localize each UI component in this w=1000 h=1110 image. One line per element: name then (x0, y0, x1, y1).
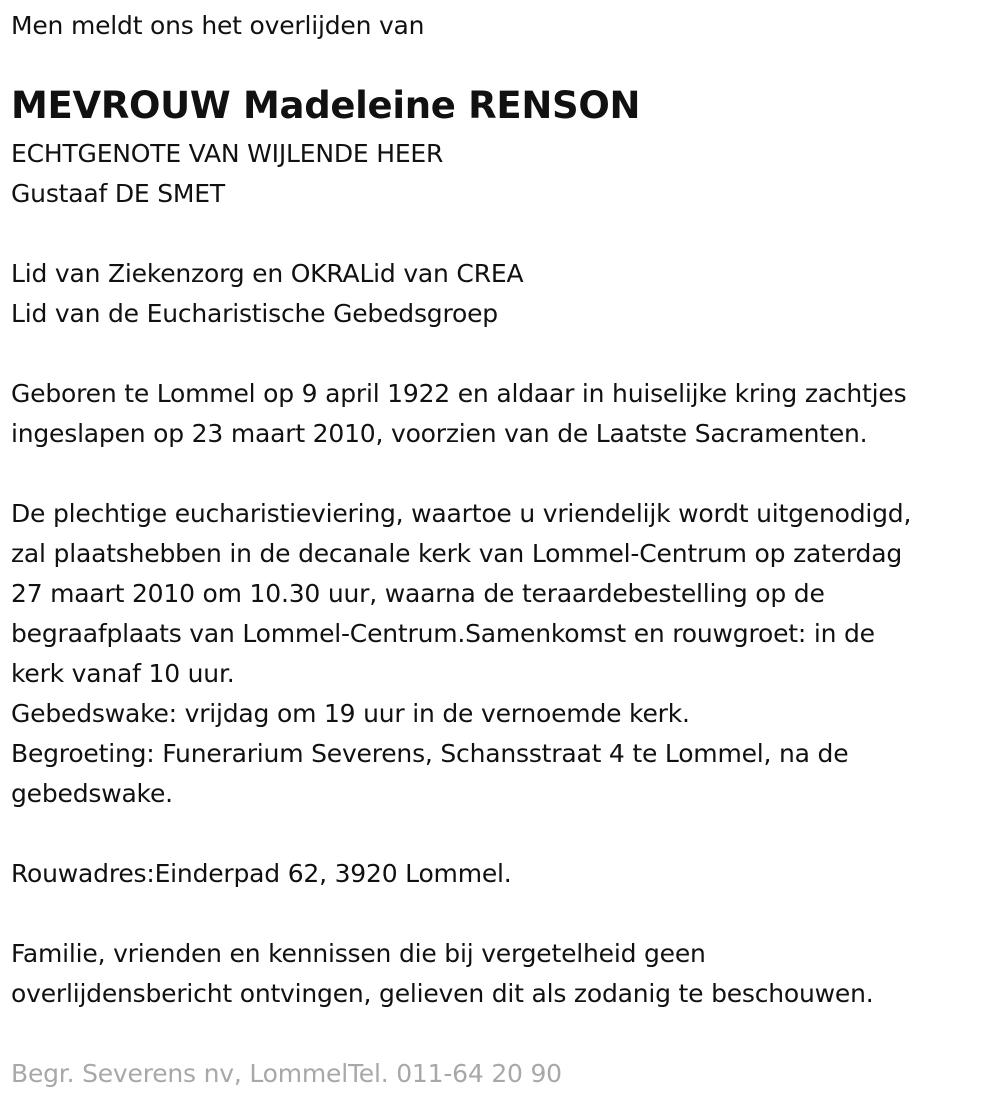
birth-death-line: ingeslapen op 23 maart 2010, voorzien van de Laatste Sacramenten. (11, 419, 868, 448)
funeral-home-footer: Begr. Severens nv, LommelTel. 011-64 20 90 (11, 1059, 562, 1088)
spouse-label: ECHTGENOTE VAN WIJLENDE HEER (11, 139, 444, 168)
membership-line: Lid van de Eucharistische Gebedsgroep (11, 299, 498, 328)
mourning-address: Rouwadres:Einderpad 62, 3920 Lommel. (11, 859, 512, 888)
birth-death-line: Geboren te Lommel op 9 april 1922 en aldaar in huiselijke kring zachtjes (11, 379, 907, 408)
deceased-name: MEVROUW Madeleine RENSON (11, 84, 641, 127)
address-block (11, 854, 512, 894)
intro-text: Men meldt ons het overlijden van (11, 11, 425, 40)
ceremony-line: begraafplaats van Lommel-Centrum.Samenkomst en rouwgroet: in de (11, 619, 875, 648)
ceremony-line: Begroeting: Funerarium Severens, Schansstraat 4 te Lommel, na de (11, 739, 849, 768)
closing-line: Familie, vrienden en kennissen die bij vergetelheid geen (11, 939, 706, 968)
spouse-name: Gustaaf DE SMET (11, 179, 225, 208)
closing-block (11, 934, 874, 1014)
ceremony-line: Gebedswake: vrijdag om 19 uur in de vernoemde kerk. (11, 699, 690, 728)
birth-death-block (11, 374, 906, 454)
ceremony-line: kerk vanaf 10 uur. (11, 659, 235, 688)
spouse-block (11, 134, 443, 214)
ceremony-block (11, 494, 911, 814)
ceremony-line: 27 maart 2010 om 10.30 uur, waarna de teraardebestelling op de (11, 579, 825, 608)
closing-line: overlijdensbericht ontvingen, gelieven dit als zodanig te beschouwen. (11, 979, 874, 1008)
ceremony-line: De plechtige eucharistieviering, waartoe u vriendelijk wordt uitgenodigd, (11, 499, 912, 528)
ceremony-line: zal plaatshebben in de decanale kerk van Lommel-Centrum op zaterdag (11, 539, 902, 568)
memberships-block (11, 254, 523, 334)
ceremony-line: gebedswake. (11, 779, 173, 808)
membership-line: Lid van Ziekenzorg en OKRALid van CREA (11, 259, 524, 288)
